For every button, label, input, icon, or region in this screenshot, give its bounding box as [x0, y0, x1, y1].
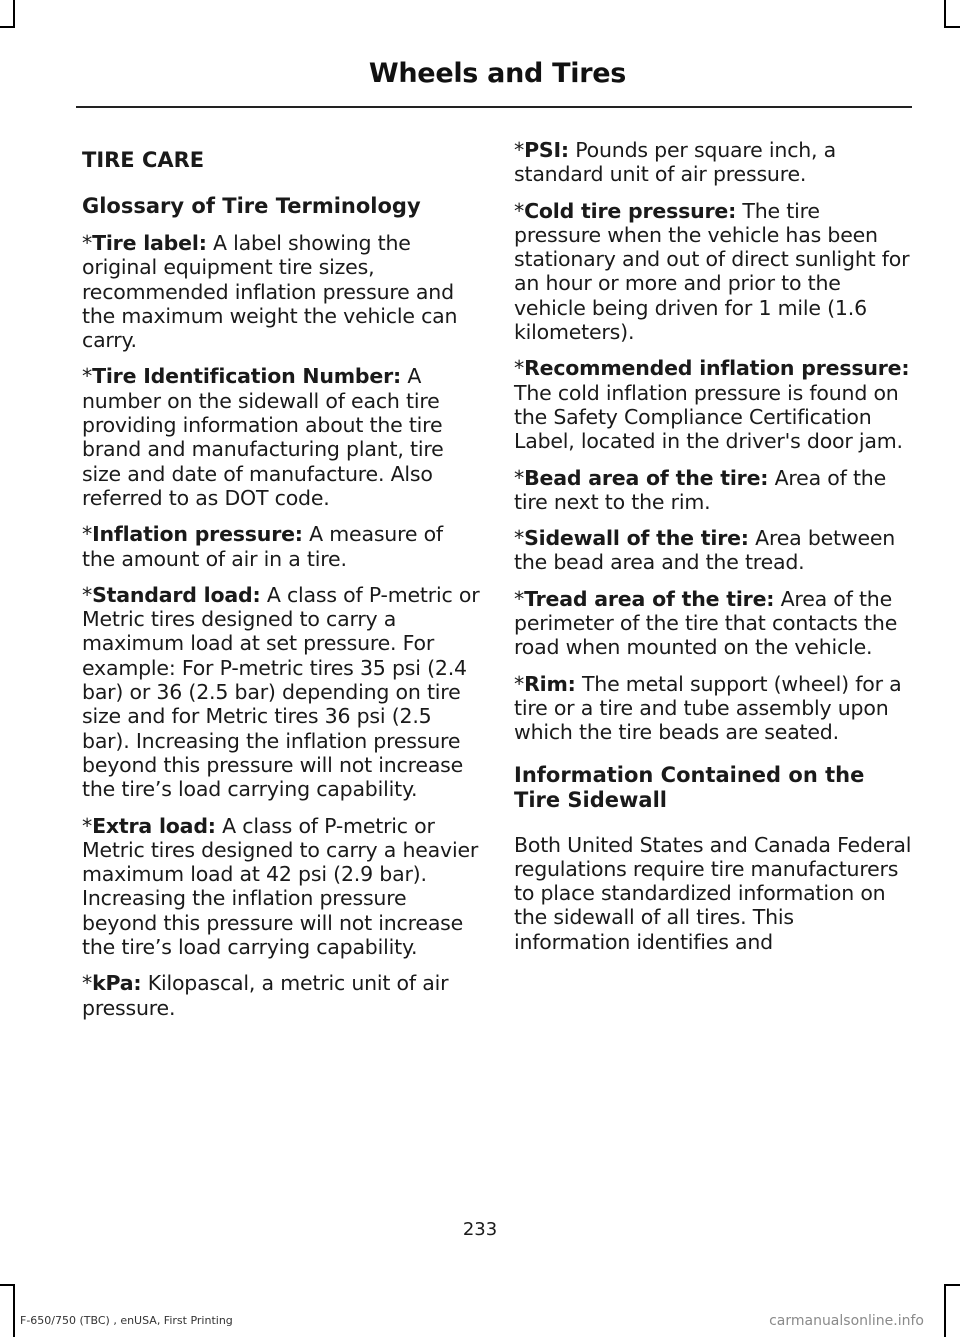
page-header-title: Wheels and Tires [368, 58, 626, 89]
entry-term: Sidewall of the tire: [524, 526, 749, 551]
glossary-entry [82, 364, 480, 510]
entry-marker: * [82, 522, 93, 547]
entry-term: Cold tire pressure: [524, 198, 737, 223]
glossary-entry [514, 587, 912, 660]
glossary-entry [82, 583, 480, 802]
entry-marker: * [514, 671, 525, 696]
left-column [82, 138, 480, 1032]
entry-term: Tire label: [92, 231, 207, 255]
entry-marker: * [514, 526, 525, 551]
section-title: TIRE CARE [82, 148, 205, 172]
glossary-entry [514, 672, 912, 745]
entry-text: A measure of the amount of air in a tire. [82, 522, 443, 571]
glossary-entry [82, 814, 480, 960]
crop-mark-top-left-v [13, 0, 15, 28]
crop-mark-bottom-left-v [13, 1284, 15, 1337]
entry-text: The metal support (wheel) for a tire or a tire and tube assembly upon which the tire beads are seated. [514, 671, 902, 745]
crop-mark-bottom-right-v [944, 1284, 946, 1337]
page-number: 233 [462, 1219, 498, 1240]
entry-text: The tire pressure when the vehicle has been stationary and out of direct sunlight for an hour or more and prior to the vehicle being driven for 1 mile (1.6 kilometers). [514, 198, 910, 345]
entry-text: The cold inflation pressure is found on the Safety Compliance Certification Label, located in the driver's door jam. [514, 380, 903, 454]
header-divider [76, 106, 912, 108]
entry-marker: * [514, 138, 525, 162]
entry-term: Inflation pressure: [92, 522, 303, 547]
entry-text: Area of the perimeter of the tire that contacts the road when mounted on the vehicle. [514, 586, 898, 660]
glossary-entry [82, 971, 480, 1020]
glossary-entry [514, 199, 912, 345]
sidewall-info-paragraph: Both United States and Canada Federal regulations require tire manufacturers to place standardized information on the sidewall of all tires. This information identifies and [514, 832, 912, 954]
entry-marker: * [82, 971, 93, 996]
glossary-entry [514, 526, 912, 575]
crop-mark-bottom-left-h [0, 1284, 15, 1286]
glossary-entry [82, 522, 480, 571]
entry-text: A number on the sidewall of each tire providing information about the tire brand and manufacturing plant, tire size and date of manufacture. Also referred to as DOT code. [82, 364, 444, 510]
entry-marker: * [514, 356, 525, 381]
glossary-entry [514, 356, 912, 453]
entry-term: Tire Identification Number: [92, 364, 402, 389]
crop-mark-top-right-v [944, 0, 946, 28]
entry-marker: * [514, 586, 525, 611]
glossary-heading: Glossary of Tire Terminology [82, 194, 421, 218]
crop-mark-bottom-right-h [944, 1284, 960, 1286]
entry-text: A class of P-metric or Metric tires designed to carry a maximum load at set pressure. For example: For P-metric tires 35 psi (2.4 bar) or 36 (2.5 bar) depending on tire size and for Metric tires 36 psi (2.5 bar). Increasing the inflation pressure beyond this pressure will not increase the tire’s load carrying capability. [82, 582, 480, 802]
entry-term: PSI: [524, 138, 569, 162]
crop-mark-top-left-h [0, 26, 15, 28]
entry-marker: * [514, 198, 525, 223]
entry-text: A label showing the original equipment tire sizes, recommended inflation pressure and the maximum weight the vehicle can carry. [82, 231, 458, 353]
entry-term: Recommended inflation pressure: [524, 356, 910, 381]
entry-marker: * [82, 231, 93, 255]
watermark: carmanualsonline.info [769, 1313, 924, 1329]
crop-mark-top-right-h [944, 26, 960, 28]
entry-text: Pounds per square inch, a standard unit of air pressure. [514, 138, 837, 187]
entry-term: Standard load: [92, 582, 261, 607]
glossary-entry [82, 231, 480, 352]
right-column [514, 138, 912, 966]
print-footer: F-650/750 (TBC) , enUSA, First Printing [20, 1314, 233, 1327]
entry-text: Area of the tire next to the rim. [514, 465, 886, 514]
glossary-entry [514, 466, 912, 515]
entry-text: Kilopascal, a metric unit of air pressure. [82, 971, 449, 1020]
entry-term: Bead area of the tire: [524, 465, 769, 490]
entry-text: A class of P-metric or Metric tires designed to carry a heavier maximum load at 42 psi (2.9 bar). Increasing the inflation pressure beyond this pressure will not increase the tire’s load carrying capability. [82, 813, 479, 960]
entry-marker: * [82, 364, 93, 389]
entry-marker: * [82, 582, 93, 607]
entry-term: Tread area of the tire: [524, 586, 775, 611]
entry-term: kPa: [92, 971, 142, 996]
entry-term: Rim: [524, 671, 576, 696]
sidewall-info-heading: Information Contained on the Tire Sidewall [514, 762, 865, 812]
entry-marker: * [82, 813, 93, 838]
entry-marker: * [514, 465, 525, 490]
glossary-entry [514, 138, 912, 187]
entry-text: Area between the bead area and the tread. [514, 526, 896, 575]
entry-term: Extra load: [92, 813, 216, 838]
